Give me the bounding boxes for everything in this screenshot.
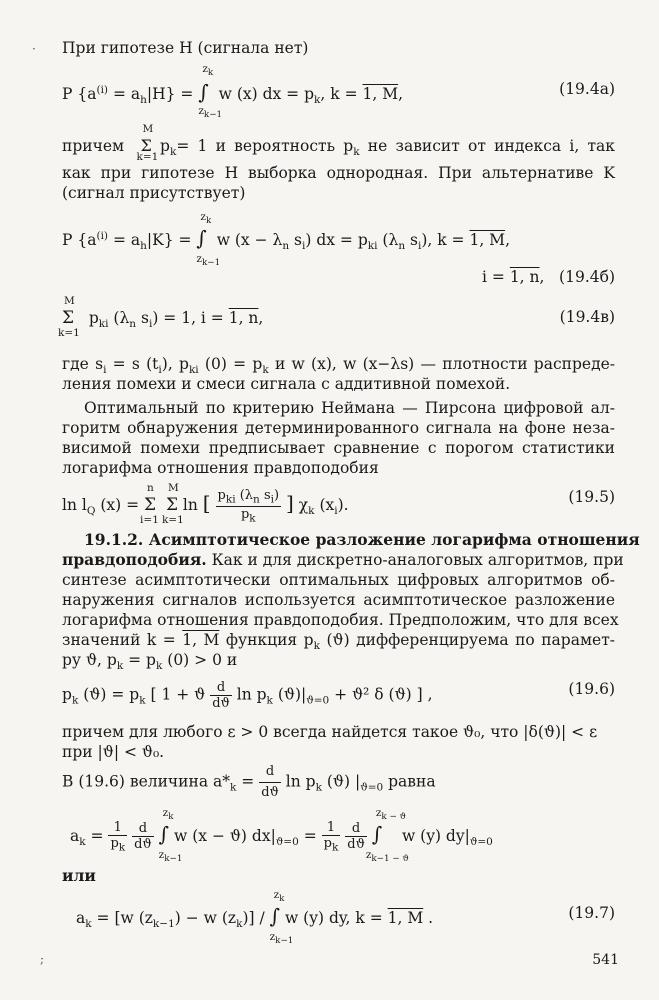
- text-line: причем для любого ε > 0 всегда найдется такое ϑ₀, что |δ(ϑ)| < ε: [62, 723, 598, 741]
- text-line: ления помехи и смеси сигнала с аддитивной помехой.: [62, 375, 511, 393]
- text-line: где $s_i = s$ $(t_i)$, $p_{ki}$ $(0) = p_k$ и w (x), w (x−λs) — плотности распреде-: [62, 355, 616, 377]
- text-line: при |ϑ| < ϑ₀.: [62, 743, 165, 761]
- text-line: При гипотезе H (сигнала нет): [62, 39, 309, 57]
- text-line: правдоподобия. Как и для дискретно-аналоговых алгоритмов, при: [62, 550, 624, 569]
- text-line: Оптимальный по критерию Неймана — Пирсона цифровой ал-: [84, 399, 615, 417]
- text-line: горитм обнаружения детерминированного сигнала на фоне неза-: [62, 419, 615, 437]
- text-line: причем Σ M k=1 $p_k= 1$ и вероятность $p_k$ не зависит от индекса i, так: [62, 123, 615, 163]
- text-line: как при гипотезе H выборка однородная. При альтернативе K: [62, 164, 615, 182]
- text-line: (сигнал присутствует): [62, 184, 246, 202]
- equation-19-4v: Σ M k=1 $p_{ki}$ ($\lambda_n$ $s_i) = 1$, i = 1, n, (19.4в): [58, 295, 615, 339]
- equation-19-5: $\ln l_Q$ (x) = Σ n i=1 Σ M k=1 ln [ $\frac{p_{ki} (\lambda_n s_i)}{p_k}$ ] $\chi_k$ $(x_i)$. (19.5): [62, 482, 615, 527]
- text-line: ру ϑ, $p_k = p_k$ (0) > 0 и: [62, 651, 238, 673]
- equation-19-4b: P $\{a^{(i)} = a_h|K\}$ = ∫ $z_k$ $z_{k-1}$ w ($x - \lambda_n$ $s_i$) dx = $p_{ki}$ ($\lambda_n$ $s_i$), k = 1, M,: [62, 211, 510, 269]
- equation-19-7: $a_k = [w$ $(z_{k-1}) - w$ $(z_k)$] / ∫ $z_k$ $z_{k-1}$ w (y) dy, k = 1, M . (19.7): [76, 889, 615, 947]
- equation-ak: $a_k$ = $\frac{1}{p_k}$ $\frac{d}{dϑ}$ ∫ $z_k$ $z_{k-1}$ w (x − ϑ) $dx|_{ϑ=0}$ = $\frac{1}{p_k}$ $\frac{d}{dϑ}$ ∫ $z_{k - ϑ}$ $z_{k-1 - ϑ}$ w (y) $dy|_{ϑ=0}$: [70, 806, 493, 864]
- text-line: наружения сигналов используется асимптотическое разложение: [62, 591, 615, 609]
- text-line: синтезе асимптотически оптимальных цифровых алгоритмов об-: [62, 571, 615, 589]
- equation-19-4b-cont: i = 1, n, (19.4б): [482, 268, 615, 286]
- text-line: логарифма отношения правдоподобия. Предположим, что для всех: [62, 611, 619, 629]
- text-line: или: [62, 866, 96, 885]
- margin-mark: ·: [32, 42, 36, 56]
- margin-mark: ;: [40, 952, 45, 966]
- text-line: логарифма отношения правдоподобия: [62, 459, 379, 477]
- equation-19-6: $p_k$ $(ϑ) = p_k$ [ 1 + ϑ $\frac{d}{dϑ}$ $\ln p_k$ $(ϑ)|_{ϑ=0} + ϑ^2$ δ (ϑ) ] , (19.6): [62, 680, 615, 711]
- text-line: значений k = 1, M функция $p_k$ (ϑ) дифференцируема по парамет-: [62, 631, 616, 653]
- section-heading: 19.1.2. Асимптотическое разложение логарифма отношения: [84, 530, 640, 549]
- text-line: В (19.6) величина $a*_k$ = $\frac{d}{dϑ}$ $\ln p_k$ (ϑ) $|_{ϑ=0}$ равна: [62, 764, 436, 800]
- equation-19-4a: P $\{a^{(i)} = a_h|H\}$ = ∫ $z_k$ $z_{k-1}$ w (x) dx = $p_k$, k = 1, M, (19.4a): [62, 63, 615, 121]
- text-line: висимой помехи предписывает сравнение с порогом статистики: [62, 439, 615, 457]
- page-number: 541: [592, 952, 619, 968]
